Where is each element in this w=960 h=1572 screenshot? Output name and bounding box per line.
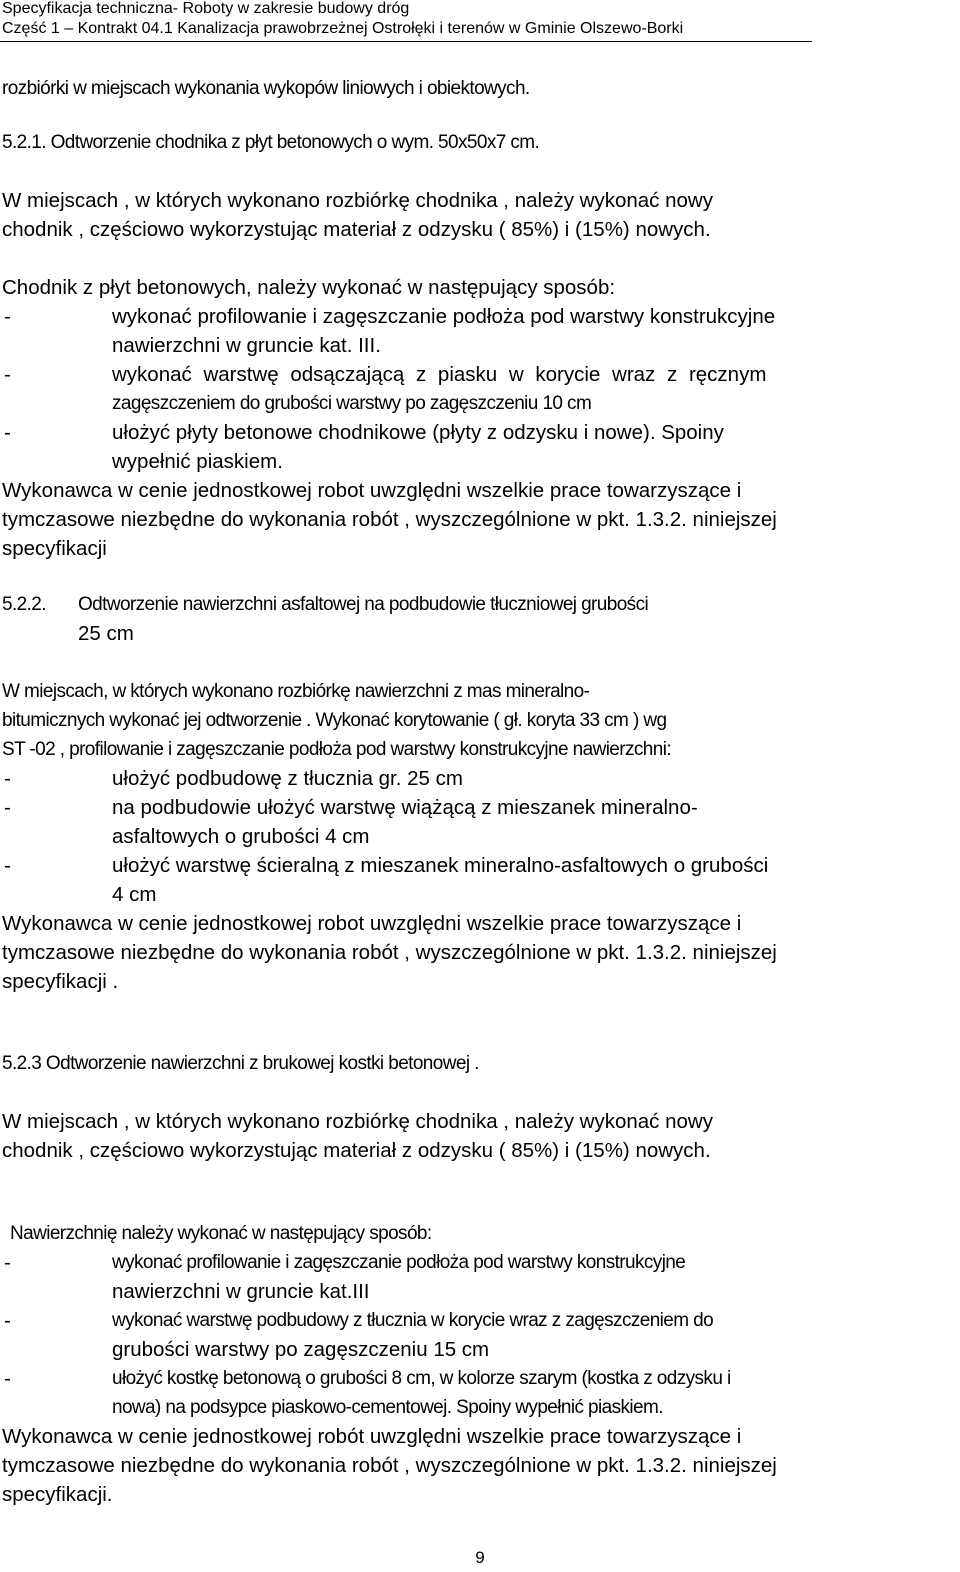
s522-list-item: na podbudowie ułożyć warstwę wiążącą z mieszanek mineralno- [112,796,698,819]
s523-paragraph-line: specyfikacji. [2,1483,113,1506]
s521-list-item-cont: nawierzchni w gruncie kat. III. [112,334,381,357]
s523-list-item: ułożyć kostkę betonową o grubości 8 cm, w kolorze szarym (kostka z odzysku i [112,1368,731,1389]
s523-paragraph-line: Nawierzchnię należy wykonać w następujący sposób: [10,1223,432,1244]
s521-paragraph-line: Wykonawca w cenie jednostkowej robot uwzględni wszelkie prace towarzyszące i [2,479,742,502]
s521-list-item: wykonać warstwę odsączającą z piasku w korycie wraz z ręcznym [112,363,767,386]
section-522-title-cont: 25 cm [78,622,134,645]
list-dash: - [4,1251,11,1274]
s521-list-item: wykonać profilowanie i zagęszczanie podłoża pod warstwy konstrukcyjne [112,305,776,328]
header-subtitle: Część 1 – Kontrakt 04.1 Kanalizacja prawobrzeżnej Ostrołęki i terenów w Gminie Olszewo-Borki [2,20,684,37]
section-521-title: 5.2.1. Odtworzenie chodnika z płyt betonowych o wym. 50x50x7 cm. [2,132,540,153]
header-rule [0,41,812,42]
s521-list-item: ułożyć płyty betonowe chodnikowe (płyty z odzysku i nowe). Spoiny [112,421,724,444]
s522-paragraph-line: ST -02 , profilowanie i zagęszczanie podłoża pod warstwy konstrukcyjne nawierzchni: [2,739,672,760]
s523-list-item-cont: grubości warstwy po zagęszczeniu 15 cm [112,1338,490,1361]
s522-paragraph-line: specyfikacji . [2,970,119,993]
s523-paragraph-line: tymczasowe niezbędne do wykonania robót , wyszczególnione w pkt. 1.3.2. niniejszej [2,1454,777,1477]
list-dash: - [4,305,11,328]
s523-list-item: wykonać warstwę podbudowy z tłucznia w korycie wraz z zagęszczeniem do [112,1310,714,1331]
s523-paragraph-line: chodnik , częściowo wykorzystując materiał z odzysku ( 85%) i (15%) nowych. [2,1139,711,1162]
page-number: 9 [475,1548,485,1567]
s522-list-item: ułożyć podbudowę z tłucznia gr. 25 cm [112,767,463,790]
s523-list-item-cont: nawierzchni w gruncie kat.III [112,1280,370,1303]
s521-paragraph-line: tymczasowe niezbędne do wykonania robót , wyszczególnione w pkt. 1.3.2. niniejszej [2,508,777,531]
s521-paragraph-line: Chodnik z płyt betonowych, należy wykonać w następujący sposób: [2,276,616,299]
s523-list-item: wykonać profilowanie i zagęszczanie podłoża pod warstwy konstrukcyjne [112,1252,686,1273]
s522-list-item-cont: 4 cm [112,883,157,906]
intro-line: rozbiórki w miejscach wykonania wykopów liniowych i obiektowych. [2,78,530,99]
header-title: Specyfikacja techniczna- Roboty w zakresie budowy dróg [2,0,410,17]
list-dash: - [4,1367,11,1390]
s521-list-item-cont: zagęszczeniem do grubości warstwy po zagęszczeniu 10 cm [112,393,592,414]
s523-list-item-cont: nowa) na podsypce piaskowo-cementowej. Spoiny wypełnić piaskiem. [112,1397,663,1418]
s521-paragraph-line: chodnik , częściowo wykorzystując materiał z odzysku ( 85%) i (15%) nowych. [2,218,711,241]
s521-paragraph-line: W miejscach , w których wykonano rozbiórkę chodnika , należy wykonać nowy [2,189,713,212]
list-dash: - [4,767,11,790]
s522-list-item-cont: asfaltowych o grubości 4 cm [112,825,370,848]
s521-list-item-cont: wypełnić piaskiem. [112,450,283,473]
list-dash: - [4,421,11,444]
section-523-title: 5.2.3 Odtworzenie nawierzchni z brukowej kostki betonowej . [2,1053,479,1074]
list-dash: - [4,363,11,386]
s521-paragraph-line: specyfikacji [2,537,107,560]
s522-paragraph-line: Wykonawca w cenie jednostkowej robot uwzględni wszelkie prace towarzyszące i [2,912,742,935]
s522-list-item: ułożyć warstwę ścieralną z mieszanek mineralno-asfaltowych o grubości [112,854,769,877]
list-dash: - [4,796,11,819]
section-522-number: 5.2.2. [2,594,46,615]
s523-paragraph-line: W miejscach , w których wykonano rozbiórkę chodnika , należy wykonać nowy [2,1110,713,1133]
s522-paragraph-line: tymczasowe niezbędne do wykonania robót , wyszczególnione w pkt. 1.3.2. niniejszej [2,941,777,964]
list-dash: - [4,1309,11,1332]
s522-paragraph-line: bitumicznych wykonać jej odtworzenie . Wykonać korytowanie ( gł. koryta 33 cm ) wg [2,710,667,731]
s523-paragraph-line: Wykonawca w cenie jednostkowej robót uwzględni wszelkie prace towarzyszące i [2,1425,742,1448]
section-522-title: Odtworzenie nawierzchni asfaltowej na podbudowie tłuczniowej grubości [78,594,649,615]
s522-paragraph-line: W miejscach, w których wykonano rozbiórkę nawierzchni z mas mineralno- [2,681,590,702]
list-dash: - [4,854,11,877]
